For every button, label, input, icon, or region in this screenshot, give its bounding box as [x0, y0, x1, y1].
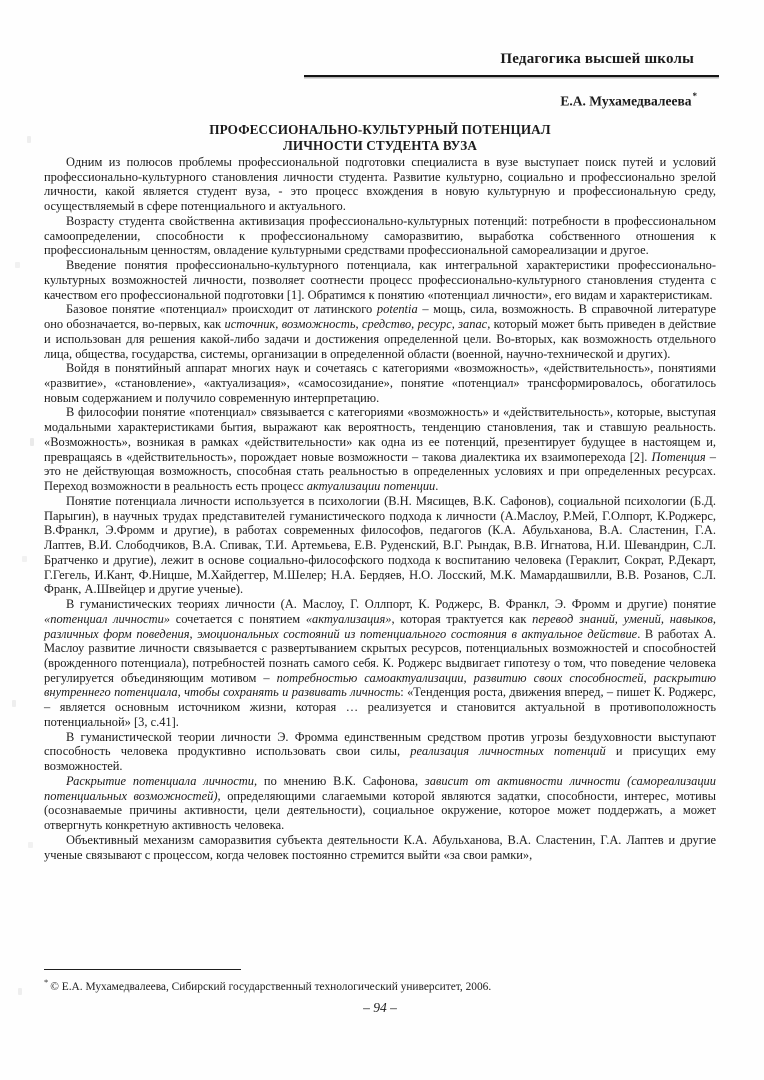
page-number: – 94 – — [363, 1000, 397, 1015]
paragraph: Раскрытие потенциала личности, по мнению В.К. Сафонова, зависит от активности личности (самореализации потенциальных возможностей), определяющими слагаемыми которой являются задатки, способности, интерес, мотивы (осознаваемые причины активности, цели деятельности), социальное окружение, которое может поддержать, а может отвергнуть конкретную активность человека. — [44, 773, 716, 833]
running-head-rule — [304, 75, 719, 77]
running-head: Педагогика высшей школы — [500, 51, 694, 67]
scan-speck — [30, 438, 34, 446]
paragraph: Объективный механизм саморазвития субъекта деятельности К.А. Абульханова, В.А. Сластенин, Г.А. Лаптев и другие ученые связывают с процессом, когда человек постоянно стремится выйти «за свои рамки», — [44, 832, 716, 862]
paragraph: В философии понятие «потенциал» связывается с категориями «возможность» и «действительность», которые, выступая модальными характеристиками бытия, выражают как вероятность, тенденцию становления, так и ставшую реальность. «Возможность», возникая в рамках «действительности» как одна из ее потенций, презентирует будущее в настоящем и, превращаясь в «действительность», порождает новые возможности – такова диалектика их взаимоперехода [2]. Потенция – это не действующая возможность, способная стать реальностью в определенных условиях и при определенных ресурсах. Переход возможности в реальность есть процесс актуализации потенции. — [44, 405, 717, 494]
article-title-line1: ПРОФЕССИОНАЛЬНО-КУЛЬТУРНЫЙ ПОТЕНЦИАЛ — [209, 122, 551, 137]
scan-speck — [22, 556, 27, 562]
footnote-rule — [44, 969, 241, 970]
scan-speck — [28, 842, 33, 848]
footnote — [44, 976, 716, 994]
paragraph: Войдя в понятийный аппарат многих наук и сочетаясь с категориями «возможность», «действительность», понятиями «развитие», «становление», «актуализация», «самосозидание», понятие «потенциал» трансформировалось, обогатилось новым содержанием и получило современную интерпретацию. — [44, 361, 716, 405]
scan-speck — [27, 136, 31, 143]
paragraph: В гуманистических теориях личности (А. Маслоу, Г. Оллпорт, К. Роджерс, В. Франкл, Э. Фромм и другие) понятие «потенциал личности» сочетается с понятием «актуализация», которая трактуется как перевод знаний, умений, навыков, различных форм поведения, эмоциональных состояний из потенциального состояния в актуальное действие. В работах А. Маслоу развитие личности связывается с развертыванием скрытых ресурсов, потенциальных возможностей и способностей (врожденного потенциала), потребностей познать самого себя. К. Роджерс выдвигает гипотезу о том, что поведение человека регулируется объединяющим мотивом – потребностью самоактуализации, развитию своих способностей, раскрытию внутреннего потенциала, чтобы сохранять и развивать личность: «Тенденция роста, движения вперед, – пишет К. Роджерс, – является основным источником жизни, которая … реализуется и становится актуальной в противоположность потенциальной» [3, с.41]. — [44, 597, 717, 729]
author-footnote-marker: * — [692, 91, 697, 101]
footnote-marker: * — [44, 977, 49, 987]
scan-speck — [15, 262, 20, 268]
paragraph: Введение понятия профессионально-культурного потенциала, как интегральной характеристики профессионально-культурных возможностей личности, позволяет соотнести процесс профессионально-культурного становления студента с качеством его профессиональной подготовки [1]. Обратимся к понятию «потенциал личности», его видам и характеристикам. — [44, 258, 716, 302]
scan-speck — [18, 988, 22, 995]
paragraph: Базовое понятие «потенциал» происходит от латинского potentia – мощь, сила, возможность. В справочной литературе оно обозначается, во-первых, как источник, возможность, средство, ресурс, запас, который может быть приведен в действие и использован для решения какой-либо задачи и достижения определенной цели. Во-вторых, как возможность отдельного лица, общества, государства, системы, организации в определенной области (военной, научно-технической и других). — [44, 302, 717, 361]
article-title — [44, 122, 716, 153]
paragraph: Возрасту студента свойственна активизация профессионально-культурных потенций: потребности в профессиональном самоопределении, способности к профессиональному саморазвитию, выработка собственного отношения к профессиональным ценностям, овладение культурными средствами профессиональной самореализации и другое. — [44, 213, 716, 258]
footnote-text: © Е.А. Мухамедвалеева, Сибирский государственный технологический университет, 2006. — [50, 980, 492, 993]
article-title-line2: ЛИЧНОСТИ СТУДЕНТА ВУЗА — [283, 137, 477, 153]
paragraph: Понятие потенциала личности используется в психологии (В.Н. Мясищев, В.К. Сафонов), социальной психологии (Б.Д. Парыгин), в научных трудах представителей гуманистического подхода к личности (А.Маслоу, Р.Мей, Г.Олпорт, К.Роджерс, В.Франкл, Э.Фромм и другие), в работах современных философов, педагогов (К.А. Абульханова, В.А. Сластенин, Г.А. Лаптев, В.И. Слободчиков, В.А. Спивак, Т.И. Артемьева, Е.В. Руденский, В.Г. Рындак, В.В. Игнатова, Н.И. Шевандрин, С.Л. Братченко и другие), лежит в основе социально-философского подхода к воспитанию человека (Гераклит, Сократ, Р.Декарт, Г.Гегель, И.Кант, Ф.Ницше, М.Хайдеггер, М.Шелер; Н.А. Бердяев, Н.О. Лосский, М.К. Мамардашвилли, В.В. Розанов, С.Л. Франк, А.Швейцер и другие ученые). — [44, 493, 716, 597]
scan-speck — [12, 700, 16, 707]
author-name: Е.А. Мухамедвалеева — [560, 93, 692, 109]
author-line — [560, 92, 696, 110]
paragraph: Одним из полюсов проблемы профессиональной подготовки специалиста в вузе выступает поиск путей и условий профессионально-культурного становления личности студента. Развитие культурно, социально и профессионально зрелой личности, какой является студент вуза, - это процесс вхождения в новую культурную и профессиональную среду, осуществляемый в сфере потенциального и актуального. — [44, 155, 716, 214]
article-body — [44, 155, 716, 862]
paragraph: В гуманистической теории личности Э. Фромма единственным средством против угрозы бездуховности выступают способность человека продуктивно использовать свои силы, реализация личностных потенций и присущих ему возможностей. — [44, 729, 716, 774]
